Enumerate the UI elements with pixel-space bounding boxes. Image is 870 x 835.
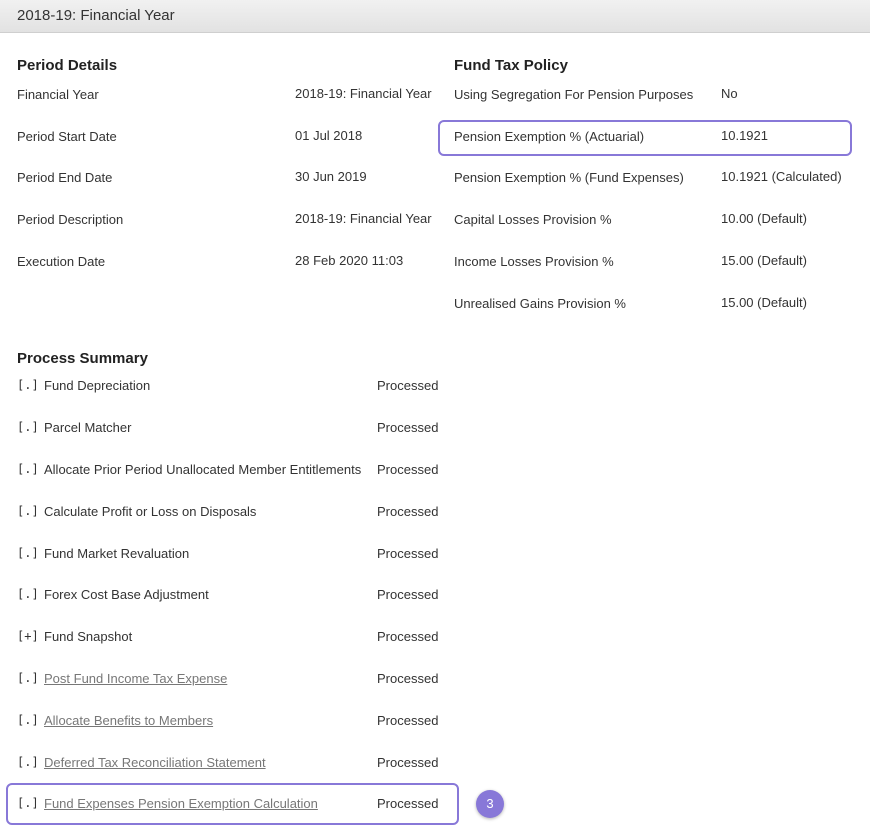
period-end-date-value: 30 Jun 2019: [295, 169, 367, 184]
step-badge: 3: [476, 790, 504, 818]
execution-date-value: 28 Feb 2020 11:03: [295, 253, 404, 268]
process-status: Processed: [377, 546, 439, 561]
segregation-value: No: [721, 86, 738, 101]
period-details-title: Period Details: [17, 57, 118, 74]
expand-toggle[interactable]: [.]: [17, 755, 39, 769]
expand-toggle[interactable]: [.]: [17, 546, 39, 560]
process-status: Processed: [377, 629, 439, 644]
expand-toggle[interactable]: [+]: [17, 629, 39, 643]
process-status: Processed: [377, 796, 439, 811]
process-status: Processed: [377, 587, 439, 602]
process-name: Parcel Matcher: [44, 420, 132, 435]
unrealised-gains-provision-value: 15.00 (Default): [721, 295, 807, 310]
capital-losses-provision-value: 10.00 (Default): [721, 211, 807, 226]
process-status: Processed: [377, 420, 439, 435]
execution-date-label: Execution Date: [17, 254, 106, 269]
expand-toggle[interactable]: [.]: [17, 462, 39, 476]
pension-exemption-actuarial-value: 10.1921: [721, 128, 768, 143]
process-status: Processed: [377, 462, 439, 477]
period-end-date-label: Period End Date: [17, 170, 113, 185]
process-status: Processed: [377, 755, 439, 770]
expand-toggle[interactable]: [.]: [17, 713, 39, 727]
expand-toggle[interactable]: [.]: [17, 420, 39, 434]
process-status: Processed: [377, 378, 439, 393]
pension-exemption-fund-expenses-label: Pension Exemption % (Fund Expenses): [454, 170, 684, 185]
financial-year-label: Financial Year: [17, 87, 99, 102]
expand-toggle[interactable]: [.]: [17, 504, 39, 518]
process-name: Calculate Profit or Loss on Disposals: [44, 504, 257, 519]
segregation-label: Using Segregation For Pension Purposes: [454, 87, 694, 102]
process-name: Forex Cost Base Adjustment: [44, 587, 209, 602]
period-description-value: 2018-19: Financial Year: [295, 211, 432, 226]
process-link[interactable]: Deferred Tax Reconciliation Statement: [44, 755, 266, 770]
expand-toggle[interactable]: [.]: [17, 587, 39, 601]
process-name: Allocate Prior Period Unallocated Member Entitlements: [44, 462, 362, 477]
process-name: Fund Depreciation: [44, 378, 151, 393]
process-link[interactable]: Fund Expenses Pension Exemption Calculation: [44, 796, 318, 811]
process-name: Fund Market Revaluation: [44, 546, 190, 561]
income-losses-provision-label: Income Losses Provision %: [454, 254, 614, 269]
income-losses-provision-value: 15.00 (Default): [721, 253, 807, 268]
expand-toggle[interactable]: [.]: [17, 796, 39, 810]
expand-toggle[interactable]: [.]: [17, 378, 39, 392]
page-title: 2018-19: Financial Year: [17, 7, 175, 24]
unrealised-gains-provision-label: Unrealised Gains Provision %: [454, 296, 626, 311]
process-name: Fund Snapshot: [44, 629, 133, 644]
process-summary-title: Process Summary: [17, 350, 148, 367]
expand-toggle[interactable]: [.]: [17, 671, 39, 685]
capital-losses-provision-label: Capital Losses Provision %: [454, 212, 612, 227]
financial-year-value: 2018-19: Financial Year: [295, 86, 432, 101]
pension-exemption-actuarial-label: Pension Exemption % (Actuarial): [454, 129, 645, 144]
process-link[interactable]: Post Fund Income Tax Expense: [44, 671, 228, 686]
process-status: Processed: [377, 671, 439, 686]
process-status: Processed: [377, 713, 439, 728]
process-status: Processed: [377, 504, 439, 519]
period-start-date-label: Period Start Date: [17, 129, 117, 144]
process-link[interactable]: Allocate Benefits to Members: [44, 713, 214, 728]
page-header: [0, 0, 870, 33]
fund-tax-policy-title: Fund Tax Policy: [454, 57, 568, 74]
pension-exemption-fund-expenses-value: 10.1921 (Calculated): [721, 169, 842, 184]
period-description-label: Period Description: [17, 212, 124, 227]
period-start-date-value: 01 Jul 2018: [295, 128, 363, 143]
